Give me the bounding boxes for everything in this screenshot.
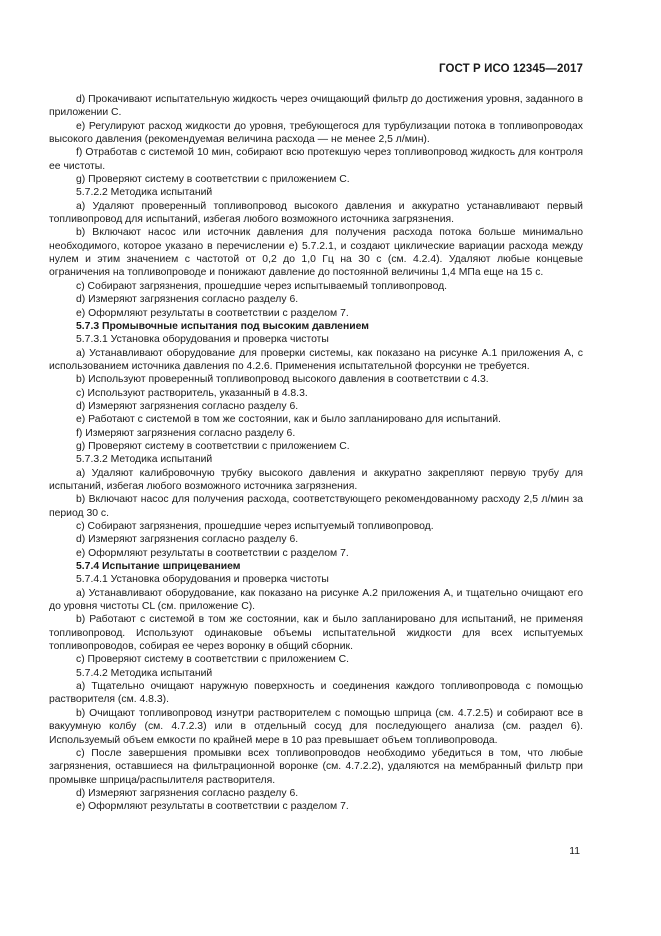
page-number: 11	[569, 846, 580, 857]
list-item-d: d) Измеряют загрязнения согласно разделу 6.	[76, 400, 299, 412]
list-item-a: a) Удаляют калибровочную трубку высокого давления и аккуратно закрепляют первую трубу для испытаний, избегая любого возможного источника загрязнения.	[49, 467, 583, 492]
list-item-d: d) Прокачивают испытательную жидкость через очищающий фильтр до достижения уровня, заданного в приложении С.	[49, 94, 583, 119]
list-item-a: a) Тщательно очищают наружную поверхность и соединения каждого топливопровода с помощью растворителя (см. 4.8.3).	[49, 681, 583, 706]
list-item-d: d) Измеряют загрязнения согласно разделу 6.	[76, 534, 299, 546]
subsection-heading-5-7-4-1: 5.7.4.1 Установка оборудования и проверка чистоты	[76, 574, 329, 586]
document-body	[49, 93, 583, 814]
section-heading-5-7-4: 5.7.4 Испытание шприцеванием	[76, 561, 241, 573]
list-item-a: a) Устанавливают оборудование, как показано на рисунке А.2 приложения А, и тщательно очищают его до уровня чистоты CL (см. приложение С).	[49, 587, 583, 613]
list-item-e: e) Работают с системой в том же состоянии, как и было запланировано для испытаний.	[76, 414, 501, 426]
list-item-b: b) Используют проверенный топливопровод высокого давления в соответствии с 4.3.	[76, 374, 489, 386]
list-item-e: e) Оформляют результаты в соответствии с разделом 7.	[76, 801, 349, 813]
list-item-a: a) Устанавливают оборудование для проверки системы, как показано на рисунке А.1 приложения А, с использованием источника давления по 4.2.6. Применения испытательной форсунки не требуется.	[49, 347, 583, 372]
section-heading-5-7-3: 5.7.3 Промывочные испытания под высоким давлением	[76, 320, 369, 332]
list-item-d: d) Измеряют загрязнения согласно разделу 6.	[76, 787, 299, 799]
list-item-b: b) Включают насос или источник давления для получения расхода потока больше минимально необходимого, которое указано в перечислении е) 5.7.2.1, и создают циклические вариации расхода между нулем и этим значением с частотой от 0,2 до 1,0 Гц на 30 с (см. 4.2.4). Удаляют любые концевые ограничения на топливопроводе и понижают давление до постоянной величины 1,4 МПа еще на 15 с.	[49, 227, 583, 279]
list-item-c: c) Собирают загрязнения, прошедшие через испытываемый топливопровод.	[76, 280, 448, 292]
document-number-header: ГОСТ Р ИСО 12345—2017	[438, 63, 583, 75]
list-item-e: e) Оформляют результаты в соответствии с разделом 7.	[76, 307, 349, 319]
list-item-b: b) Включают насос для получения расхода, соответствующего рекомендованному расходу 2,5 л/мин за период 30 с.	[49, 494, 583, 519]
list-item-c: c) Используют растворитель, указанный в 4.8.3.	[76, 387, 308, 399]
subsection-heading-5-7-3-1: 5.7.3.1 Установка оборудования и проверка чистоты	[76, 334, 329, 346]
list-item-f: f) Измеряют загрязнения согласно разделу 6.	[76, 427, 296, 439]
list-item-g: g) Проверяют систему в соответствии с приложением С.	[76, 440, 350, 452]
list-item-b: b) Работают с системой в том же состоянии, как и было запланировано для испытаний, не применяя топливопровод. Используют одинаковые объемы испытательной жидкости для всех испытуемых топливопроводов, собирая ее через воронку в общий сборник.	[49, 614, 583, 653]
list-item-e: e) Оформляют результаты в соответствии с разделом 7.	[76, 547, 349, 559]
list-item-d: d) Измеряют загрязнения согласно разделу 6.	[76, 294, 299, 306]
subsection-heading-5-7-3-2: 5.7.3.2 Методика испытаний	[76, 454, 213, 466]
list-item-c: c) После завершения промывки всех топливопроводов необходимо убедиться в том, что любые загрязнения, оставшиеся на фильтрационной воронке (см. 4.7.2.2), удаляются на мембранный фильтр при промывке шприца/распылителя растворителя.	[49, 747, 583, 786]
subsection-heading-5-7-4-2: 5.7.4.2 Методика испытаний	[76, 667, 213, 679]
list-item-c: c) Проверяют систему в соответствии с приложением С.	[76, 654, 350, 666]
list-item-e: e) Регулируют расход жидкости до уровня, требующегося для турбулизации потока в топливопроводах высокого давления (рекомендуемая величина расхода — не менее 2,5 л/мин).	[49, 120, 583, 146]
subsection-heading-5-7-2-2: 5.7.2.2 Методика испытаний	[76, 187, 213, 199]
list-item-f: f) Отработав с системой 10 мин, собирают всю протекшую через топливопровод жидкость для контроля ее чистоты.	[49, 147, 583, 172]
list-item-b: b) Очищают топливопровод изнутри растворителем с помощью шприца (см. 4.7.2.5) и собирают все в вакуумную колбу (см. 4.7.2.3) или в отдельный сосуд для последующего анализа (см. раздел 6). Используемый объем емкости по крайней мере в 10 раз превышает объем топливопровода.	[49, 707, 583, 746]
list-item-c: c) Собирают загрязнения, прошедшие через испытуемый топливопровод.	[76, 521, 434, 532]
list-item-a: a) Удаляют проверенный топливопровод высокого давления и аккуратно устанавливают первый топливопровод для испытаний, избегая любого возможного источника загрязнения.	[49, 200, 583, 226]
list-item-g: g) Проверяют систему в соответствии с приложением С.	[76, 174, 350, 186]
